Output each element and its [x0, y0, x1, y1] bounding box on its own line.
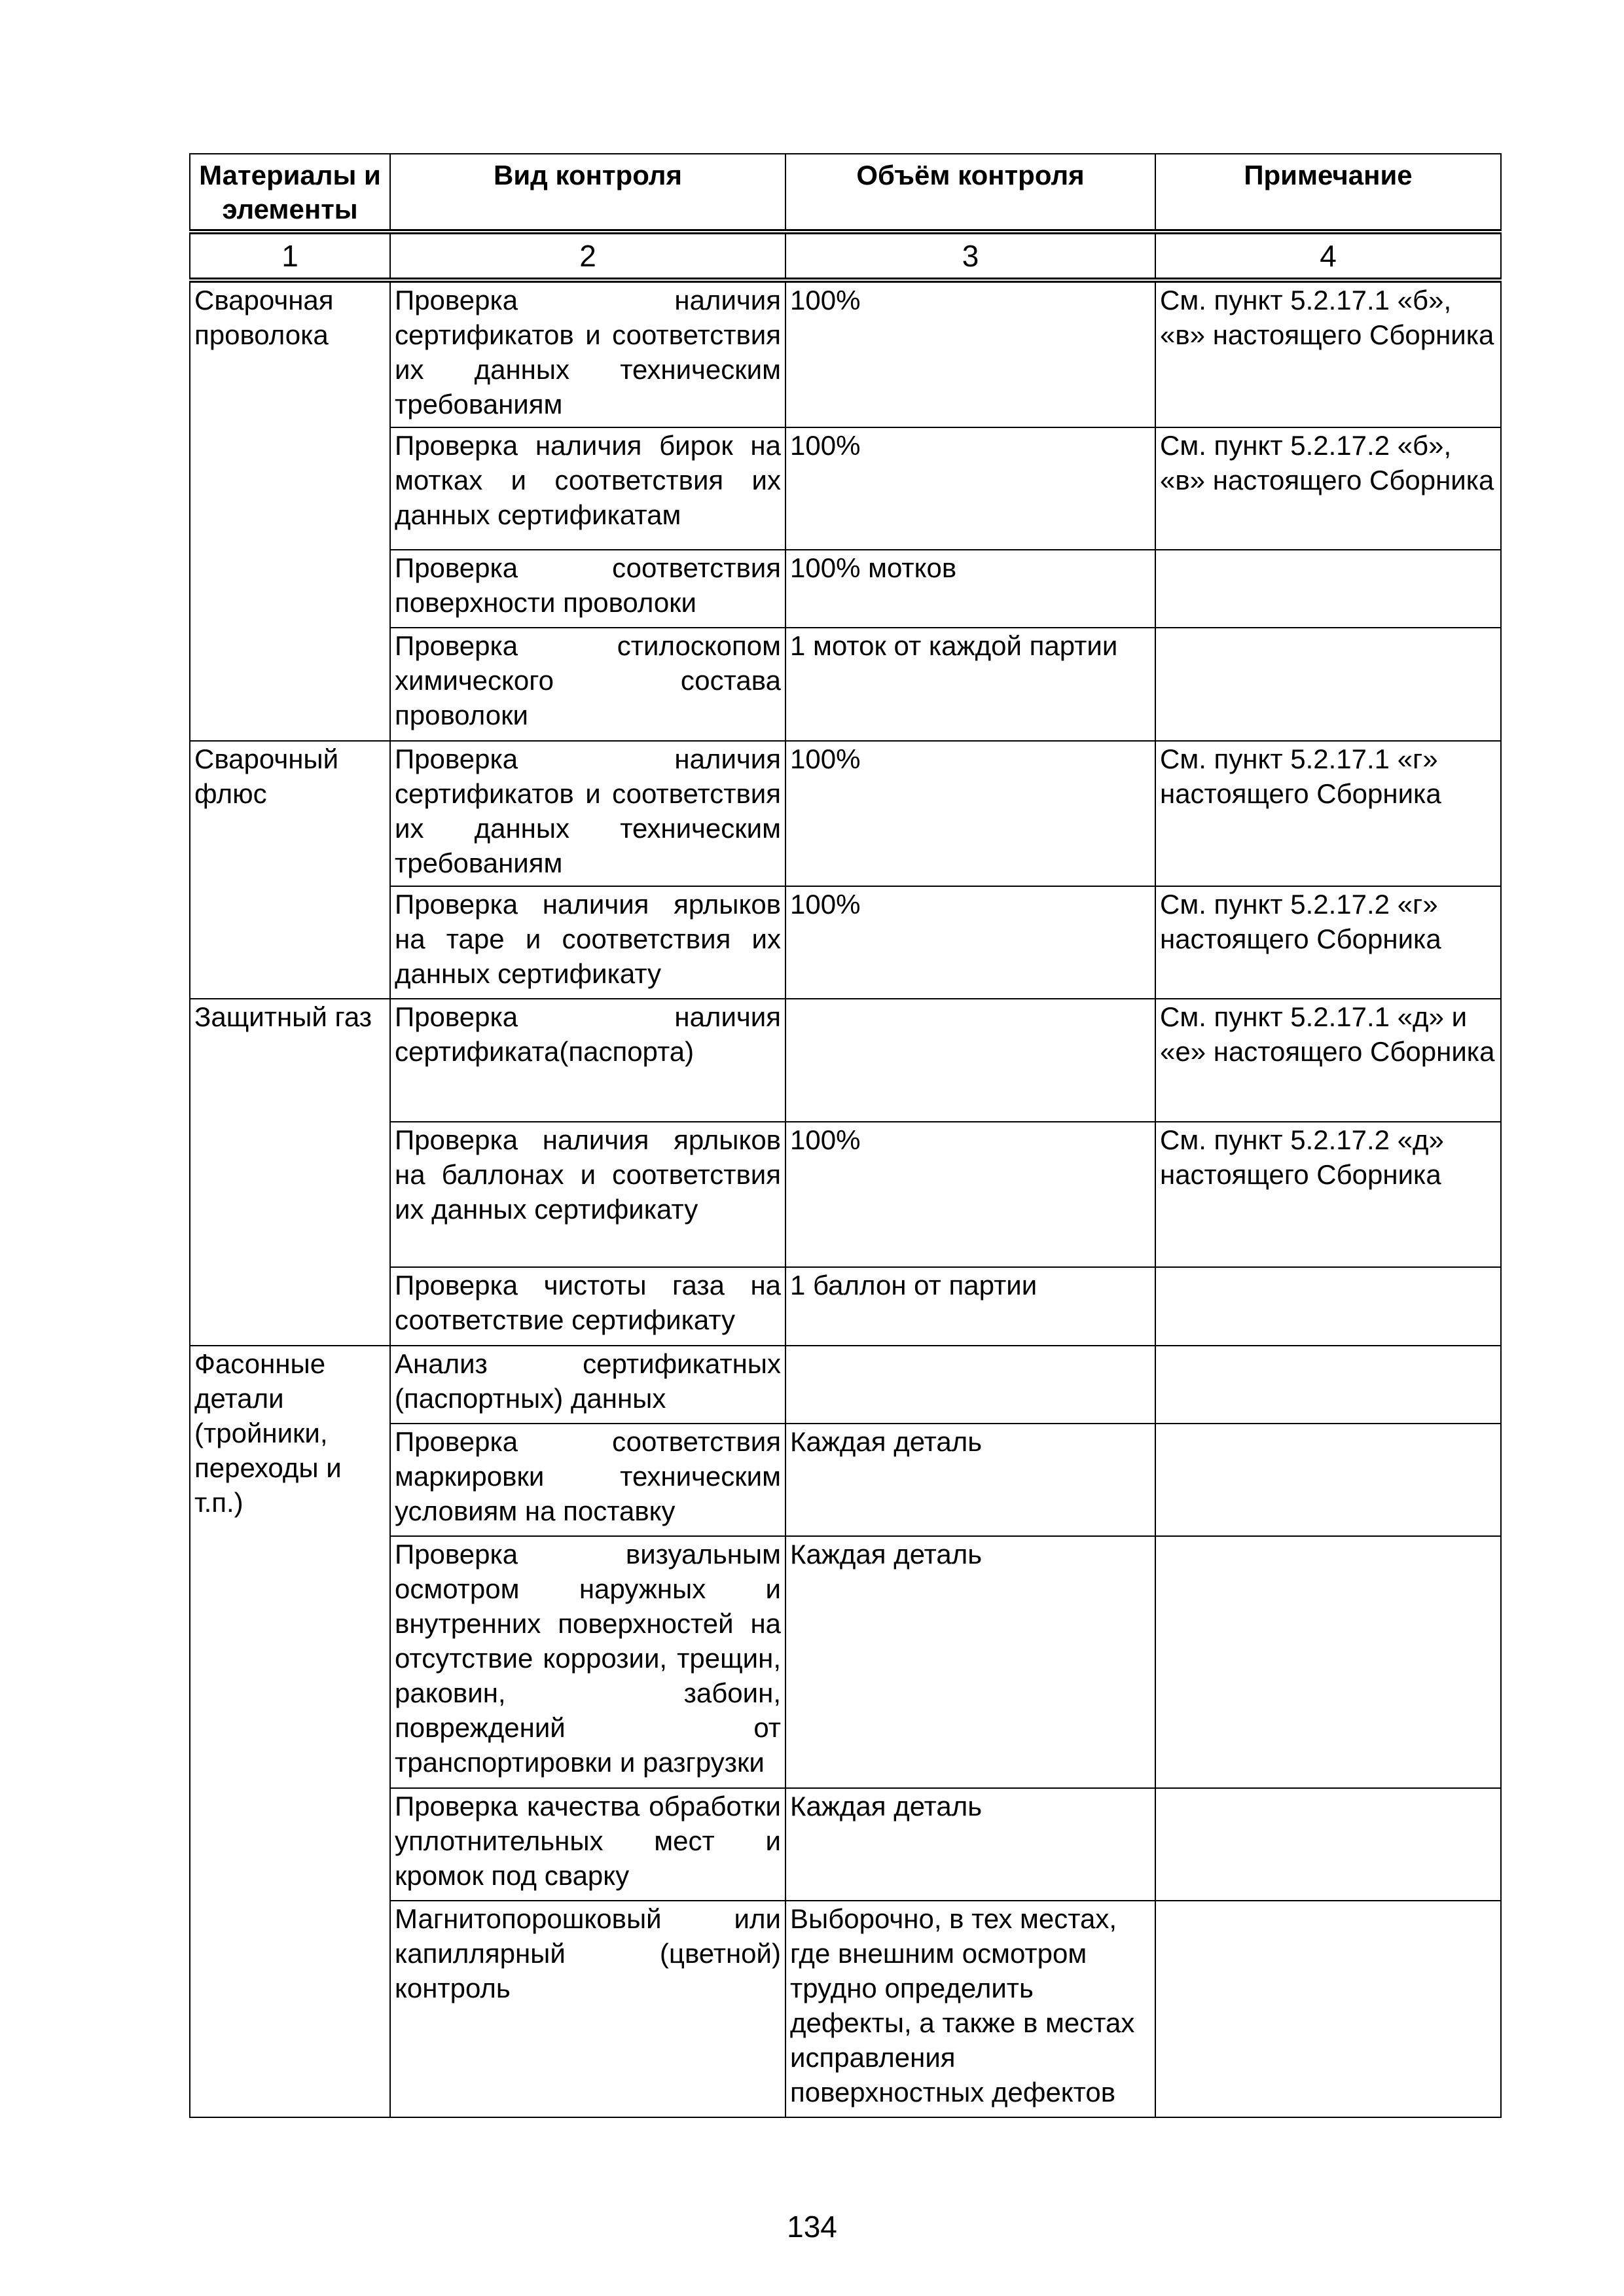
table-header-row: [190, 154, 1501, 232]
note-cell: См. пункт 5.2.17.1 «д» и «е» настоящего Сборника: [1155, 999, 1501, 1122]
note-cell: [1155, 1536, 1501, 1788]
control-type-cell: Проверка соответствия поверхности проволоки: [390, 550, 785, 628]
column-number: 3: [785, 232, 1155, 280]
control-volume-cell: 100%: [785, 1122, 1155, 1267]
control-volume-cell: 100% мотков: [785, 550, 1155, 628]
control-volume-cell: 1 баллон от партии: [785, 1267, 1155, 1346]
control-volume-cell: 100%: [785, 280, 1155, 427]
note-cell: См. пункт 5.2.17.2 «г» настоящего Сборника: [1155, 886, 1501, 999]
note-cell: [1155, 550, 1501, 628]
control-volume-cell: 100%: [785, 427, 1155, 550]
header-note: Примечание: [1155, 154, 1501, 232]
header-control-type: Вид контроля: [390, 154, 785, 232]
table-row: [190, 280, 1501, 427]
control-type-cell: Проверка соответствия маркировки техническим условиям на поставку: [390, 1424, 785, 1536]
column-number: 4: [1155, 232, 1501, 280]
control-volume-cell: 100%: [785, 886, 1155, 999]
column-number: 2: [390, 232, 785, 280]
control-type-cell: Проверка наличия бирок на мотках и соответствия их данных сертификатам: [390, 427, 785, 550]
material-cell: Защитный газ: [190, 999, 390, 1346]
column-number: 1: [190, 232, 390, 280]
control-volume-cell: [785, 999, 1155, 1122]
control-volume-cell: 1 моток от каждой партии: [785, 628, 1155, 741]
control-volume-cell: Каждая деталь: [785, 1424, 1155, 1536]
table-row: [190, 999, 1501, 1122]
control-volume-cell: Выборочно, в тех местах, где внешним осмотром трудно определить дефекты, а также в местах исправления поверхностных дефектов: [785, 1901, 1155, 2117]
control-type-cell: Проверка наличия ярлыков на баллонах и соответствия их данных сертификату: [390, 1122, 785, 1267]
note-cell: См. пункт 5.2.17.1 «б», «в» настоящего Сборника: [1155, 280, 1501, 427]
control-type-cell: Проверка качества обработки уплотнительных мест и кромок под сварку: [390, 1788, 785, 1901]
note-cell: См. пункт 5.2.17.2 «д» настоящего Сборника: [1155, 1122, 1501, 1267]
note-cell: [1155, 628, 1501, 741]
header-materials: Материалы и элементы: [190, 154, 390, 232]
control-table: [189, 153, 1502, 2118]
control-type-cell: Проверка наличия сертификата(паспорта): [390, 999, 785, 1122]
control-volume-cell: [785, 1346, 1155, 1424]
material-cell: Сварочный флюс: [190, 741, 390, 999]
table-row: [190, 1346, 1501, 1424]
control-volume-cell: Каждая деталь: [785, 1536, 1155, 1788]
header-control-volume: Объём контроля: [785, 154, 1155, 232]
control-type-cell: Проверка визуальным осмотром наружных и внутренних поверхностей на отсутствие коррозии, трещин, раковин, забоин, повреждений от транспортировки и разгрузки: [390, 1536, 785, 1788]
control-type-cell: Проверка наличия ярлыков на таре и соответствия их данных сертификату: [390, 886, 785, 999]
control-type-cell: Магнитопорошковый или капиллярный (цветной) контроль: [390, 1901, 785, 2117]
column-number-row: [190, 232, 1501, 280]
control-type-cell: Проверка наличия сертификатов и соответствия их данных техническим требованиям: [390, 741, 785, 886]
control-type-cell: Проверка стилоскопом химического состава проволоки: [390, 628, 785, 741]
table-row: [190, 741, 1501, 886]
note-cell: [1155, 1346, 1501, 1424]
control-volume-cell: Каждая деталь: [785, 1788, 1155, 1901]
control-type-cell: Проверка наличия сертификатов и соответствия их данных техническим требованиям: [390, 280, 785, 427]
control-volume-cell: 100%: [785, 741, 1155, 886]
note-cell: [1155, 1901, 1501, 2117]
control-type-cell: Проверка чистоты газа на соответствие сертификату: [390, 1267, 785, 1346]
material-cell: Фасонные детали (тройники, переходы и т.п.): [190, 1346, 390, 2117]
note-cell: [1155, 1788, 1501, 1901]
material-cell: Сварочная проволока: [190, 280, 390, 741]
note-cell: [1155, 1267, 1501, 1346]
page-number: 134: [787, 2210, 837, 2244]
control-type-cell: Анализ сертификатных (паспортных) данных: [390, 1346, 785, 1424]
note-cell: См. пункт 5.2.17.2 «б», «в» настоящего Сборника: [1155, 427, 1501, 550]
note-cell: См. пункт 5.2.17.1 «г» настоящего Сборника: [1155, 741, 1501, 886]
note-cell: [1155, 1424, 1501, 1536]
